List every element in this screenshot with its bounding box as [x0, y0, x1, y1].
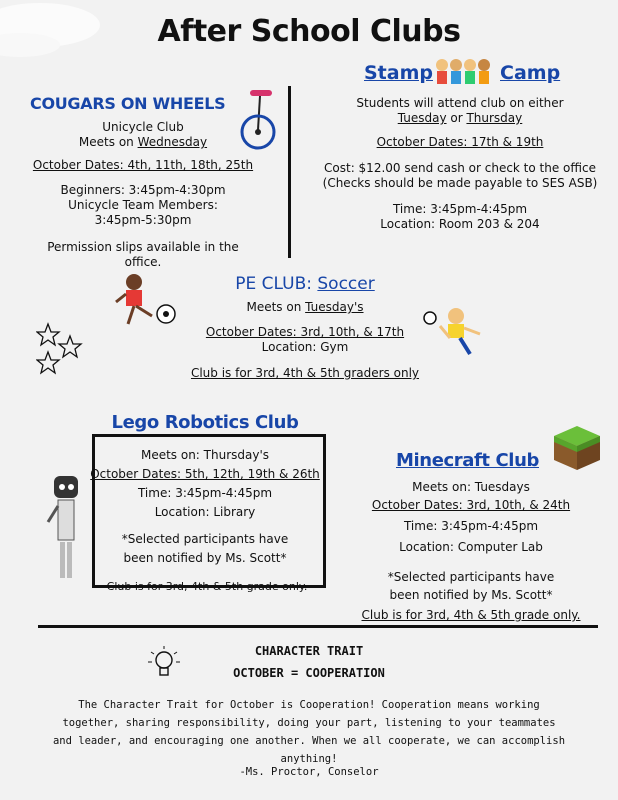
character-body: The Character Trait for October is Cooperation! Cooperation means working together, sharing responsibility, doing your part, listening to your teammates and leader, and encouraging one another. When we all cooperate, we can accomplish anything!: [52, 699, 566, 765]
stamp-heading-right: Camp: [500, 62, 561, 84]
minecraft-grades: Club is for 3rd, 4th & 5th grade only.: [361, 608, 581, 622]
minecraft-heading: Minecraft Club: [396, 450, 539, 471]
cougars-meets-label: Meets on: [78, 135, 138, 149]
cougars-team-time: 3:45pm-5:30pm: [94, 213, 192, 227]
cougars-line2: [28, 135, 258, 150]
lego-selected2: been notified by Ms. Scott*: [123, 551, 287, 565]
soccer-player-boy-icon: [420, 306, 490, 364]
minecraft-location: Location: Computer Lab: [399, 540, 543, 554]
stamp-day2: Thursday: [466, 111, 523, 125]
minecraft-block-icon: [552, 424, 602, 476]
lego-time: Time: 3:45pm-4:45pm: [137, 486, 273, 500]
minecraft-dates: October Dates: 3rd, 10th, & 24th: [371, 498, 571, 512]
lego-location: Location: Library: [154, 505, 256, 519]
cougars-day: Wednesday: [137, 135, 208, 149]
stamp-heading-left: Stamp: [364, 62, 433, 84]
pe-heading-prefix: PE CLUB:: [235, 274, 318, 294]
cougars-dates: October Dates: 4th, 11th, 18th, 25th: [32, 158, 254, 172]
lego-selected1: *Selected participants have: [121, 532, 289, 546]
stars-doodle-icon: [36, 322, 84, 382]
stamp-details: [310, 96, 610, 232]
pe-heading: [190, 274, 420, 294]
lego-dates: October Dates: 5th, 12th, 19th & 26th: [90, 467, 320, 481]
stamp-checks: (Checks should be made payable to SES ASB): [322, 176, 598, 190]
page-title: After School Clubs: [157, 14, 461, 49]
minecraft-selected1: *Selected participants have: [387, 570, 555, 584]
pe-meets-label: Meets on: [246, 300, 306, 314]
lego-meets: Meets on: Thursday's: [140, 448, 270, 462]
stamp-dates: October Dates: 17th & 19th: [376, 135, 544, 149]
cougars-team: Unicycle Team Members:: [68, 198, 218, 212]
cougars-line1: Unicycle Club: [102, 120, 184, 134]
pe-location: Location: Gym: [261, 340, 349, 354]
character-signature: -Ms. Proctor, Conselor: [239, 766, 379, 778]
stamp-day1: Tuesday: [397, 111, 447, 125]
minecraft-meets: Meets on: Tuesdays: [412, 480, 530, 494]
column-divider: [288, 86, 291, 258]
minecraft-details: [356, 478, 586, 624]
cougars-permission: Permission slips available in the office.: [47, 240, 239, 269]
stamp-or: or: [446, 111, 467, 125]
stamp-time: Time: 3:45pm-4:45pm: [392, 202, 528, 216]
kids-group-icon: [432, 56, 492, 90]
character-subheading: OCTOBER = COOPERATION: [233, 666, 385, 680]
minecraft-time: Time: 3:45pm-4:45pm: [403, 519, 539, 533]
character-heading: CHARACTER TRAIT: [254, 644, 364, 658]
stamp-cost: Cost: $12.00 send cash or check to the office: [324, 161, 596, 175]
section-divider: [38, 625, 598, 628]
pe-details: [170, 300, 440, 381]
pe-dates: October Dates: 3rd, 10th, & 17th: [205, 325, 405, 339]
stamp-days: [310, 111, 610, 126]
lego-details: [80, 446, 330, 568]
cougars-beginners: Beginners: 3:45pm-4:30pm: [60, 183, 226, 197]
cougars-heading: COUGARS ON WHEELS: [30, 94, 226, 113]
stamp-line1: Students will attend club on either: [356, 96, 564, 110]
pe-meets: [170, 300, 440, 315]
pe-grades: Club is for 3rd, 4th & 5th graders only: [190, 366, 420, 380]
stamp-location: Location: Room 203 & 204: [380, 217, 540, 231]
cougars-details: [28, 120, 258, 270]
pe-heading-sport: Soccer: [317, 274, 375, 294]
minecraft-selected2: been notified by Ms. Scott*: [389, 588, 553, 602]
lego-grades: Club is for 3rd, 4th & 5th grade only.: [106, 580, 308, 593]
pe-meets-day: Tuesday's: [305, 300, 364, 314]
lego-heading: Lego Robotics Club: [111, 412, 299, 433]
